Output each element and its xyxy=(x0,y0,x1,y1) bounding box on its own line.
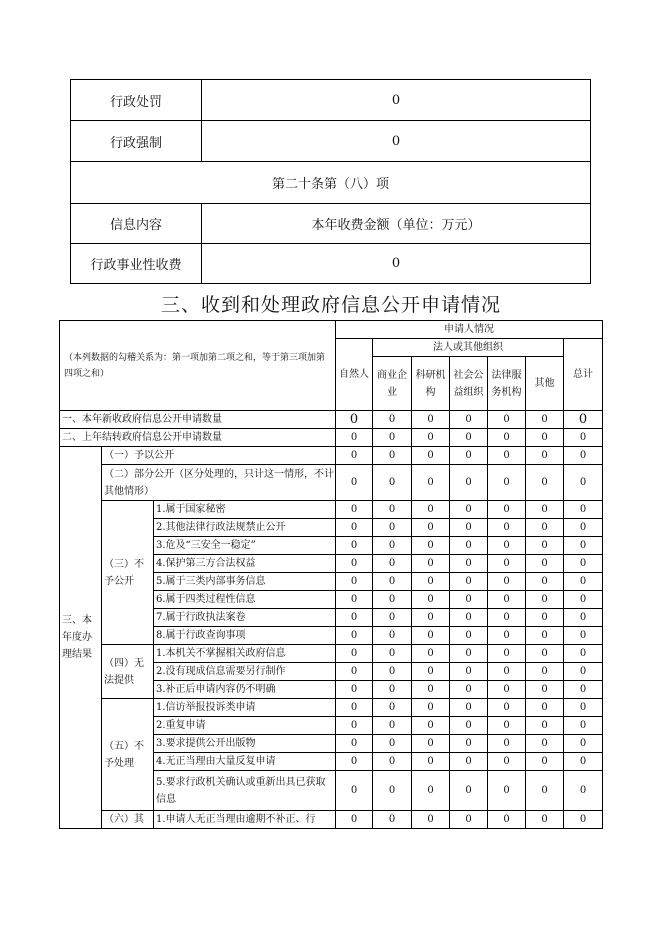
item-label: 5.属于三类内部事务信息 xyxy=(154,573,336,591)
cell: 0 xyxy=(450,609,488,627)
cell: 0 xyxy=(412,519,450,537)
cell: 0 xyxy=(373,465,412,501)
cat1-label: （一）予以公开 xyxy=(102,447,336,465)
row2-label: 二、上年结转政府信息公开申请数量 xyxy=(60,429,336,447)
cell: 0 xyxy=(412,663,450,681)
cell: 0 xyxy=(373,519,412,537)
cell: 0 xyxy=(450,811,488,829)
cell: 0 xyxy=(564,717,603,735)
cell: 0 xyxy=(564,501,603,519)
cell: 0 xyxy=(412,573,450,591)
cat6-label: （六）其 xyxy=(102,811,154,829)
cell: 0 xyxy=(412,753,450,771)
cell: 0 xyxy=(564,609,603,627)
applications-table xyxy=(59,320,603,829)
cell: 0 xyxy=(450,429,488,447)
cell: 0 xyxy=(412,735,450,753)
cell: 0 xyxy=(488,609,526,627)
row1-label: 一、本年新收政府信息公开申请数量 xyxy=(60,411,336,429)
item-label: 7.属于行政执法案卷 xyxy=(154,609,336,627)
cell: 0 xyxy=(564,429,603,447)
col-business: 商业企业 xyxy=(373,357,412,411)
cell: 0 xyxy=(412,627,450,645)
cell: 0 xyxy=(526,609,564,627)
col-total: 总计 xyxy=(564,339,603,411)
cell: 0 xyxy=(336,537,373,555)
cell: 0 xyxy=(336,573,373,591)
cell: 0 xyxy=(373,717,412,735)
cell: 0 xyxy=(412,609,450,627)
item-label: 8.属于行政查询事项 xyxy=(154,627,336,645)
item-label: 1.本机关不掌握相关政府信息 xyxy=(154,645,336,663)
cell: 0 xyxy=(336,591,373,609)
cell: 0 xyxy=(526,717,564,735)
cell: 0 xyxy=(526,429,564,447)
cell: 0 xyxy=(564,465,603,501)
cell: 0 xyxy=(526,663,564,681)
col-public-welfare: 社会公益组织 xyxy=(450,357,488,411)
item-label: 5.要求行政机关确认或重新出具已获取信息 xyxy=(154,771,336,811)
cell: 0 xyxy=(488,537,526,555)
cat2-label: （二）部分公开（区分处理的，只计这一情形，不计其他情形） xyxy=(102,465,336,501)
cell: 0 xyxy=(450,411,488,429)
row-value: 0 xyxy=(202,80,591,121)
cell: 0 xyxy=(526,591,564,609)
cat4-label: （四）无法提供 xyxy=(102,645,154,699)
cell: 0 xyxy=(526,753,564,771)
cell: 0 xyxy=(526,411,564,429)
cell: 0 xyxy=(488,735,526,753)
cell: 0 xyxy=(450,735,488,753)
cell: 0 xyxy=(526,699,564,717)
cell: 0 xyxy=(373,537,412,555)
cell: 0 xyxy=(488,771,526,811)
item-label: 2.其他法律行政法规禁止公开 xyxy=(154,519,336,537)
cell: 0 xyxy=(412,465,450,501)
cell: 0 xyxy=(336,447,373,465)
cell: 0 xyxy=(373,555,412,573)
cell: 0 xyxy=(373,609,412,627)
cell: 0 xyxy=(564,681,603,699)
cell: 0 xyxy=(373,811,412,829)
cell: 0 xyxy=(412,411,450,429)
cell: 0 xyxy=(336,811,373,829)
cell: 0 xyxy=(564,411,603,429)
cell: 0 xyxy=(450,681,488,699)
cell: 0 xyxy=(488,811,526,829)
cell: 0 xyxy=(450,771,488,811)
item-label: 1.信访举报投诉类申请 xyxy=(154,699,336,717)
cell: 0 xyxy=(488,447,526,465)
cell: 0 xyxy=(450,465,488,501)
cell: 0 xyxy=(412,717,450,735)
cell: 0 xyxy=(526,573,564,591)
cell: 0 xyxy=(336,501,373,519)
cell: 0 xyxy=(450,663,488,681)
cell: 0 xyxy=(488,753,526,771)
cell: 0 xyxy=(412,699,450,717)
cell: 0 xyxy=(526,771,564,811)
cell: 0 xyxy=(488,429,526,447)
cell: 0 xyxy=(488,681,526,699)
cell: 0 xyxy=(373,447,412,465)
cell: 0 xyxy=(488,663,526,681)
cell: 0 xyxy=(336,411,373,429)
cell: 0 xyxy=(564,519,603,537)
cell: 0 xyxy=(373,573,412,591)
cell: 0 xyxy=(526,735,564,753)
item-label: 1.申请人无正当理由逾期不补正、行 xyxy=(154,811,336,829)
cell: 0 xyxy=(412,681,450,699)
cell: 0 xyxy=(526,681,564,699)
item-label: 3.补正后申请内容仍不明确 xyxy=(154,681,336,699)
cell: 0 xyxy=(564,555,603,573)
item-label: 1.属于国家秘密 xyxy=(154,501,336,519)
cell: 0 xyxy=(336,681,373,699)
cell: 0 xyxy=(488,501,526,519)
cell: 0 xyxy=(450,645,488,663)
cell: 0 xyxy=(373,627,412,645)
cat5-label: （五）不予处理 xyxy=(102,699,154,811)
cell: 0 xyxy=(336,663,373,681)
cell: 0 xyxy=(488,627,526,645)
cell: 0 xyxy=(336,609,373,627)
cell: 0 xyxy=(336,717,373,735)
item-label: 2.重复申请 xyxy=(154,717,336,735)
cell: 0 xyxy=(526,501,564,519)
cell: 0 xyxy=(564,771,603,811)
cell: 0 xyxy=(412,591,450,609)
cell: 0 xyxy=(450,447,488,465)
cell: 0 xyxy=(373,645,412,663)
cell: 0 xyxy=(488,591,526,609)
cell: 0 xyxy=(450,573,488,591)
cell: 0 xyxy=(373,735,412,753)
cell: 0 xyxy=(564,591,603,609)
cell: 0 xyxy=(412,501,450,519)
cell: 0 xyxy=(564,573,603,591)
cell: 0 xyxy=(564,735,603,753)
item-label: 4.保护第三方合法权益 xyxy=(154,555,336,573)
org-header: 法人或其他组织 xyxy=(373,339,564,357)
cell: 0 xyxy=(412,771,450,811)
cell: 0 xyxy=(526,645,564,663)
top-table xyxy=(70,79,591,284)
cell: 0 xyxy=(336,753,373,771)
cell: 0 xyxy=(373,429,412,447)
col-research: 科研机构 xyxy=(412,357,450,411)
cell: 0 xyxy=(450,537,488,555)
cell: 0 xyxy=(488,717,526,735)
cell: 0 xyxy=(564,811,603,829)
cell: 0 xyxy=(336,699,373,717)
item-label: 2.没有现成信息需要另行制作 xyxy=(154,663,336,681)
fee-row-value: 0 xyxy=(202,244,591,284)
cell: 0 xyxy=(526,447,564,465)
cell: 0 xyxy=(450,753,488,771)
row-label: 行政强制 xyxy=(71,121,202,162)
cell: 0 xyxy=(412,447,450,465)
cell: 0 xyxy=(336,645,373,663)
cell: 0 xyxy=(412,429,450,447)
cell: 0 xyxy=(373,663,412,681)
cell: 0 xyxy=(450,501,488,519)
cell: 0 xyxy=(564,699,603,717)
cell: 0 xyxy=(450,519,488,537)
cell: 0 xyxy=(488,519,526,537)
cell: 0 xyxy=(373,771,412,811)
applicant-header: 申请人情况 xyxy=(336,321,603,339)
cell: 0 xyxy=(526,811,564,829)
cell: 0 xyxy=(526,465,564,501)
item-label: 3.危及“三安全一稳定” xyxy=(154,537,336,555)
cell: 0 xyxy=(526,627,564,645)
cell: 0 xyxy=(373,681,412,699)
cell: 0 xyxy=(336,555,373,573)
cell: 0 xyxy=(564,537,603,555)
cell: 0 xyxy=(412,811,450,829)
item-label: 4.无正当理由大量反复申请 xyxy=(154,753,336,771)
cell: 0 xyxy=(336,519,373,537)
cell: 0 xyxy=(564,447,603,465)
cell: 0 xyxy=(412,555,450,573)
cell: 0 xyxy=(336,465,373,501)
cell: 0 xyxy=(564,663,603,681)
item-label: 3.要求提供公开出版物 xyxy=(154,735,336,753)
cell: 0 xyxy=(488,411,526,429)
cell: 0 xyxy=(488,555,526,573)
cell: 0 xyxy=(336,429,373,447)
cell: 0 xyxy=(488,465,526,501)
fee-header-value: 本年收费金额（单位：万元） xyxy=(202,204,591,244)
article-heading: 第二十条第（八）项 xyxy=(71,162,591,204)
cell: 0 xyxy=(412,645,450,663)
cell: 0 xyxy=(526,555,564,573)
fee-row-label: 行政事业性收费 xyxy=(71,244,202,284)
fee-header-label: 信息内容 xyxy=(71,204,202,244)
table-note: （本列数据的勾稽关系为：第一项加第二项之和，等于第三项加第四项之和） xyxy=(60,321,336,411)
cell: 0 xyxy=(373,699,412,717)
cell: 0 xyxy=(336,735,373,753)
cell: 0 xyxy=(488,699,526,717)
cell: 0 xyxy=(373,753,412,771)
cell: 0 xyxy=(488,573,526,591)
cell: 0 xyxy=(564,753,603,771)
cell: 0 xyxy=(336,771,373,811)
cell: 0 xyxy=(450,627,488,645)
cell: 0 xyxy=(336,627,373,645)
cell: 0 xyxy=(412,537,450,555)
col-natural: 自然人 xyxy=(336,339,373,411)
cell: 0 xyxy=(564,645,603,663)
row-label: 行政处罚 xyxy=(71,80,202,121)
cell: 0 xyxy=(373,591,412,609)
row-value: 0 xyxy=(202,121,591,162)
section3-label: 三、本年度办理结果 xyxy=(60,447,102,829)
col-legal: 法律服务机构 xyxy=(488,357,526,411)
cell: 0 xyxy=(450,555,488,573)
cell: 0 xyxy=(526,519,564,537)
item-label: 6.属于四类过程性信息 xyxy=(154,591,336,609)
cell: 0 xyxy=(450,717,488,735)
cell: 0 xyxy=(373,411,412,429)
cell: 0 xyxy=(373,501,412,519)
cell: 0 xyxy=(488,645,526,663)
cell: 0 xyxy=(564,627,603,645)
col-other: 其他 xyxy=(526,357,564,411)
cell: 0 xyxy=(526,537,564,555)
cell: 0 xyxy=(450,591,488,609)
cell: 0 xyxy=(450,699,488,717)
section-title: 三、收到和处理政府信息公开申请情况 xyxy=(160,294,501,316)
cat3-label: （三）不予公开 xyxy=(102,501,154,645)
